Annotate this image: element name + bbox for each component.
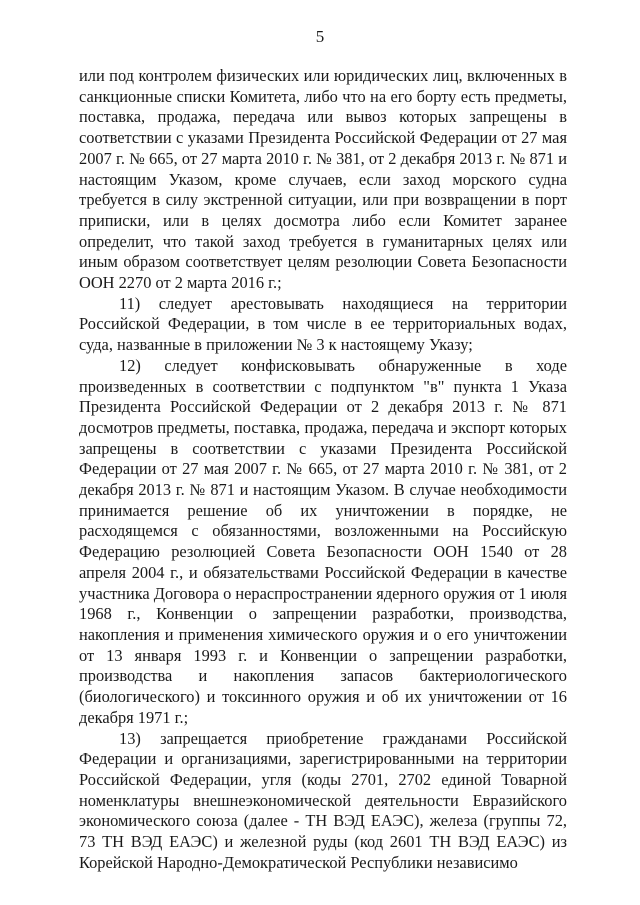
paragraph-item-13: 13) запрещается приобретение гражданами Российской Федерации и организациями, зарегистрированными на территории Российской Федерации, угля (коды 2701, 2702 единой Товарной номенклатуры внешнеэкономической деятельности Евразийского экономического союза (далее - ТН ВЭД ЕАЭС), железа (группы 72, 73 ТН ВЭД ЕАЭС) и железной руды (код 2601 ТН ВЭД ЕАЭС) из Корейской Народно-Демократической Республики независимо — [79, 728, 567, 872]
paragraph-item-11: 11) следует арестовывать находящиеся на территории Российской Федерации, в том числе в ее территориальных водах, суда, названные в приложении № 3 к настоящему Указу; — [79, 293, 567, 355]
page-number: 5 — [315, 27, 325, 46]
paragraph-item-12: 12) следует конфисковывать обнаруженные в ходе произведенных в соответствии с подпунктом "в" пункта 1 Указа Президента Российской Федерации от 2 декабря 2013 г. № 871 досмотров предметы, поставка, продажа, передача и экспорт которых запрещены в соответствии с указами Президента Российской Федерации от 27 мая 2007 г. № 665, от 27 марта 2010 г. № 381, от 2 декабря 2013 г. № 871 и настоящим Указом. В случае необходимости принимается решение об их уничтожении в порядке, не расходящемся с обязанностями, возложенными на Российскую Федерацию резолюцией Совета Безопасности ООН 1540 от 28 апреля 2004 г., и обязательствами Российской Федерации в качестве участника Договора о нераспространении ядерного оружия от 1 июля 1968 г., Конвенции о запрещении разработки, производства, накопления и применения химического оружия и о его уничтожении от 13 января 1993 г. и Конвенции о запрещении разработки, производства и накопления запасов бактериологического (биологического) и токсинного оружия и об их уничтожении от 16 декабря 1971 г.; — [79, 355, 567, 727]
document-body — [79, 66, 567, 873]
paragraph-continuation: или под контролем физических или юридических лиц, включенных в санкционные списки Комитета, либо что на его борту есть предметы, поставка, продажа, передача или вывоз которых запрещены в соответствии с указами Президента Российской Федерации от 27 мая 2007 г. № 665, от 27 марта 2010 г. № 381, от 2 декабря 2013 г. № 871 и настоящим Указом, кроме случаев, если заход морского судна требуется в силу экстренной ситуации, или при возвращении в порт приписки, или в целях досмотра либо если Комитет заранее определит, что такой заход требуется в гуманитарных целях или иным образом соответствует целям резолюции Совета Безопасности ООН 2270 от 2 марта 2016 г.; — [79, 66, 567, 293]
